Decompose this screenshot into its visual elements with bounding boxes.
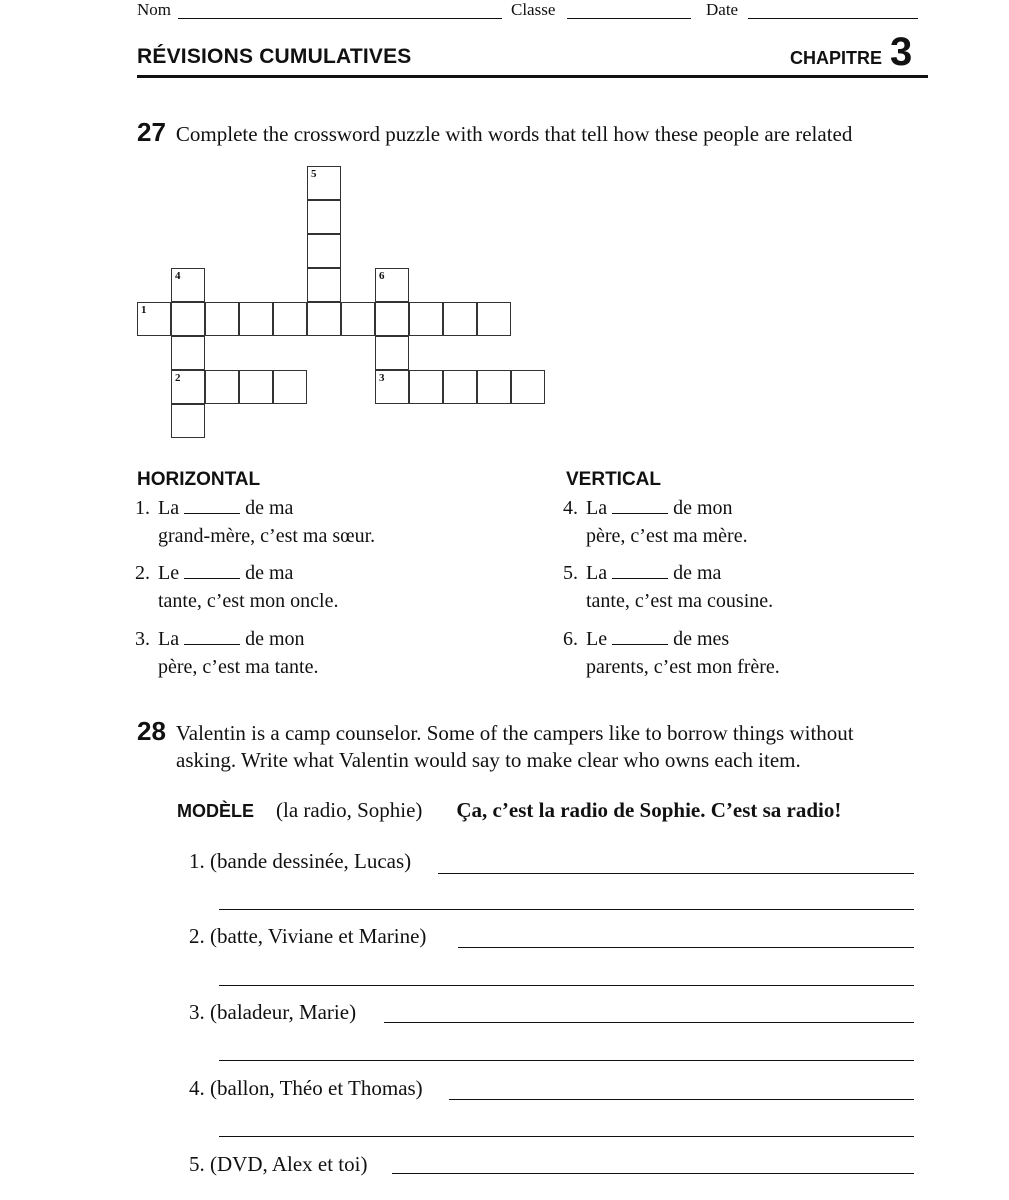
answer-line[interactable] bbox=[219, 1135, 914, 1137]
clue-number-2: 2 bbox=[175, 372, 181, 384]
crossword-cell[interactable] bbox=[171, 404, 205, 438]
crossword-cell[interactable] bbox=[171, 370, 205, 404]
crossword-cell[interactable] bbox=[171, 336, 205, 370]
crossword-cell[interactable] bbox=[375, 268, 409, 302]
crossword-cell[interactable] bbox=[239, 302, 273, 336]
vertical-clue-4 bbox=[548, 494, 748, 550]
crossword-cell[interactable] bbox=[477, 302, 511, 336]
clue-before: La bbox=[158, 628, 180, 650]
clue-before: Le bbox=[158, 562, 180, 584]
clue-number-3: 3 bbox=[379, 372, 385, 384]
clue-line2: père, c’est ma mère. bbox=[586, 525, 748, 547]
clue-before: Le bbox=[586, 628, 608, 650]
classe-label: Classe bbox=[511, 0, 556, 19]
crossword-cell[interactable] bbox=[307, 166, 341, 200]
model-prompt: (la radio, Sophie) bbox=[276, 798, 423, 822]
clue-before: La bbox=[586, 497, 608, 519]
model-label: MODÈLE bbox=[177, 801, 255, 821]
clue-after: de ma bbox=[245, 562, 294, 584]
answer-line[interactable] bbox=[219, 984, 914, 986]
crossword-cell[interactable] bbox=[375, 370, 409, 404]
crossword-cell[interactable] bbox=[273, 370, 307, 404]
crossword-cell[interactable] bbox=[409, 370, 443, 404]
clue-number-6: 6 bbox=[379, 270, 385, 282]
crossword-cell[interactable] bbox=[443, 302, 477, 336]
crossword-cell[interactable] bbox=[375, 336, 409, 370]
clue-after: de mon bbox=[673, 497, 733, 519]
clue-line2: parents, c’est mon frère. bbox=[586, 656, 780, 678]
clue-num: 6. bbox=[563, 628, 578, 650]
crossword-cell[interactable] bbox=[375, 302, 409, 336]
clue-before: La bbox=[158, 497, 180, 519]
clue-blank bbox=[184, 495, 240, 514]
answer-line[interactable] bbox=[392, 1172, 914, 1174]
clue-line2: tante, c’est ma cousine. bbox=[586, 590, 774, 612]
crossword-cell[interactable] bbox=[307, 302, 341, 336]
clue-blank bbox=[612, 626, 668, 645]
ex28-number: 28 bbox=[137, 716, 166, 746]
date-label: Date bbox=[706, 0, 739, 19]
clue-before: La bbox=[586, 562, 608, 584]
vertical-heading: VERTICAL bbox=[566, 469, 661, 490]
ex28-instruction-line2: asking. Write what Valentin would say to make clear who owns each item. bbox=[176, 748, 801, 772]
item-5-prompt bbox=[189, 1150, 367, 1178]
crossword-cell[interactable] bbox=[273, 302, 307, 336]
clue-after: de mon bbox=[245, 628, 305, 650]
date-field[interactable] bbox=[748, 2, 918, 19]
ex27-instruction: Complete the crossword puzzle with words that tell how these people are related bbox=[175, 122, 853, 146]
clue-blank bbox=[612, 495, 668, 514]
clue-number-1: 1 bbox=[141, 304, 147, 316]
clue-line2: grand-mère, c’est ma sœur. bbox=[158, 525, 376, 547]
crossword-cell[interactable] bbox=[341, 302, 375, 336]
answer-line[interactable] bbox=[458, 946, 914, 948]
chapter-label: CHAPITRE bbox=[790, 48, 883, 68]
crossword-cell[interactable] bbox=[137, 302, 171, 336]
chapter-number: 3 bbox=[890, 30, 913, 74]
clue-num: 3. bbox=[135, 628, 150, 650]
clue-after: de ma bbox=[245, 497, 294, 519]
item-4-prompt bbox=[189, 1074, 423, 1102]
crossword-cell[interactable] bbox=[409, 302, 443, 336]
answer-line[interactable] bbox=[219, 908, 914, 910]
crossword-cell[interactable] bbox=[307, 234, 341, 268]
crossword-cell[interactable] bbox=[477, 370, 511, 404]
answer-line[interactable] bbox=[449, 1098, 914, 1100]
clue-blank bbox=[612, 560, 668, 579]
horizontal-clue-2 bbox=[120, 559, 339, 615]
clue-line2: tante, c’est mon oncle. bbox=[158, 590, 339, 612]
clue-number-4: 4 bbox=[175, 270, 181, 282]
clue-num: 1. bbox=[135, 497, 150, 519]
nom-field[interactable] bbox=[178, 2, 502, 19]
clue-number-5: 5 bbox=[311, 168, 317, 180]
clue-line2: père, c’est ma tante. bbox=[158, 656, 319, 678]
vertical-clue-5 bbox=[548, 559, 773, 615]
vertical-clue-6 bbox=[548, 625, 780, 681]
clue-num: 4. bbox=[563, 497, 578, 519]
clue-blank bbox=[184, 626, 240, 645]
crossword-cell[interactable] bbox=[205, 302, 239, 336]
horizontal-clue-1 bbox=[120, 494, 375, 550]
answer-line[interactable] bbox=[384, 1021, 914, 1023]
clue-num: 5. bbox=[563, 562, 578, 584]
item-num: 5. bbox=[189, 1152, 205, 1176]
ex28-instruction-line1: Valentin is a camp counselor. Some of the campers like to borrow things without bbox=[175, 721, 854, 745]
item-prompt: (ballon, Théo et Thomas) bbox=[210, 1076, 423, 1100]
section-title: RÉVISIONS CUMULATIVES bbox=[137, 45, 412, 68]
item-prompt: (bande dessinée, Lucas) bbox=[210, 849, 412, 873]
item-2-prompt bbox=[189, 922, 426, 950]
crossword-cell[interactable] bbox=[205, 370, 239, 404]
item-num: 4. bbox=[189, 1076, 205, 1100]
item-1-prompt bbox=[189, 847, 411, 875]
item-prompt: (batte, Viviane et Marine) bbox=[210, 924, 427, 948]
crossword-cell[interactable] bbox=[307, 200, 341, 234]
item-num: 3. bbox=[189, 1000, 205, 1024]
clue-num: 2. bbox=[135, 562, 150, 584]
answer-line[interactable] bbox=[219, 1059, 914, 1061]
item-num: 1. bbox=[189, 849, 205, 873]
ex28-heading bbox=[137, 716, 854, 747]
clue-after: de mes bbox=[673, 628, 730, 650]
header-rule bbox=[137, 75, 928, 78]
item-prompt: (baladeur, Marie) bbox=[210, 1000, 357, 1024]
model-row bbox=[177, 796, 841, 824]
crossword-cell[interactable] bbox=[171, 302, 205, 336]
item-prompt: (DVD, Alex et toi) bbox=[210, 1152, 368, 1176]
ex27-number: 27 bbox=[137, 117, 166, 147]
classe-field[interactable] bbox=[567, 2, 691, 19]
clue-after: de ma bbox=[673, 562, 722, 584]
horizontal-heading: HORIZONTAL bbox=[137, 469, 261, 490]
crossword-cell[interactable] bbox=[307, 268, 341, 302]
ex27-heading bbox=[137, 117, 852, 148]
clue-blank bbox=[184, 560, 240, 579]
crossword-cell[interactable] bbox=[171, 268, 205, 302]
horizontal-clue-3 bbox=[120, 625, 318, 681]
chapter-heading bbox=[790, 32, 912, 72]
item-3-prompt bbox=[189, 998, 356, 1026]
crossword-cell[interactable] bbox=[239, 370, 273, 404]
crossword-cell[interactable] bbox=[443, 370, 477, 404]
item-num: 2. bbox=[189, 924, 205, 948]
nom-label: Nom bbox=[137, 0, 171, 19]
crossword-cell[interactable] bbox=[511, 370, 545, 404]
answer-line[interactable] bbox=[438, 872, 914, 874]
model-answer: Ça, c’est la radio de Sophie. C’est sa radio! bbox=[456, 798, 842, 822]
